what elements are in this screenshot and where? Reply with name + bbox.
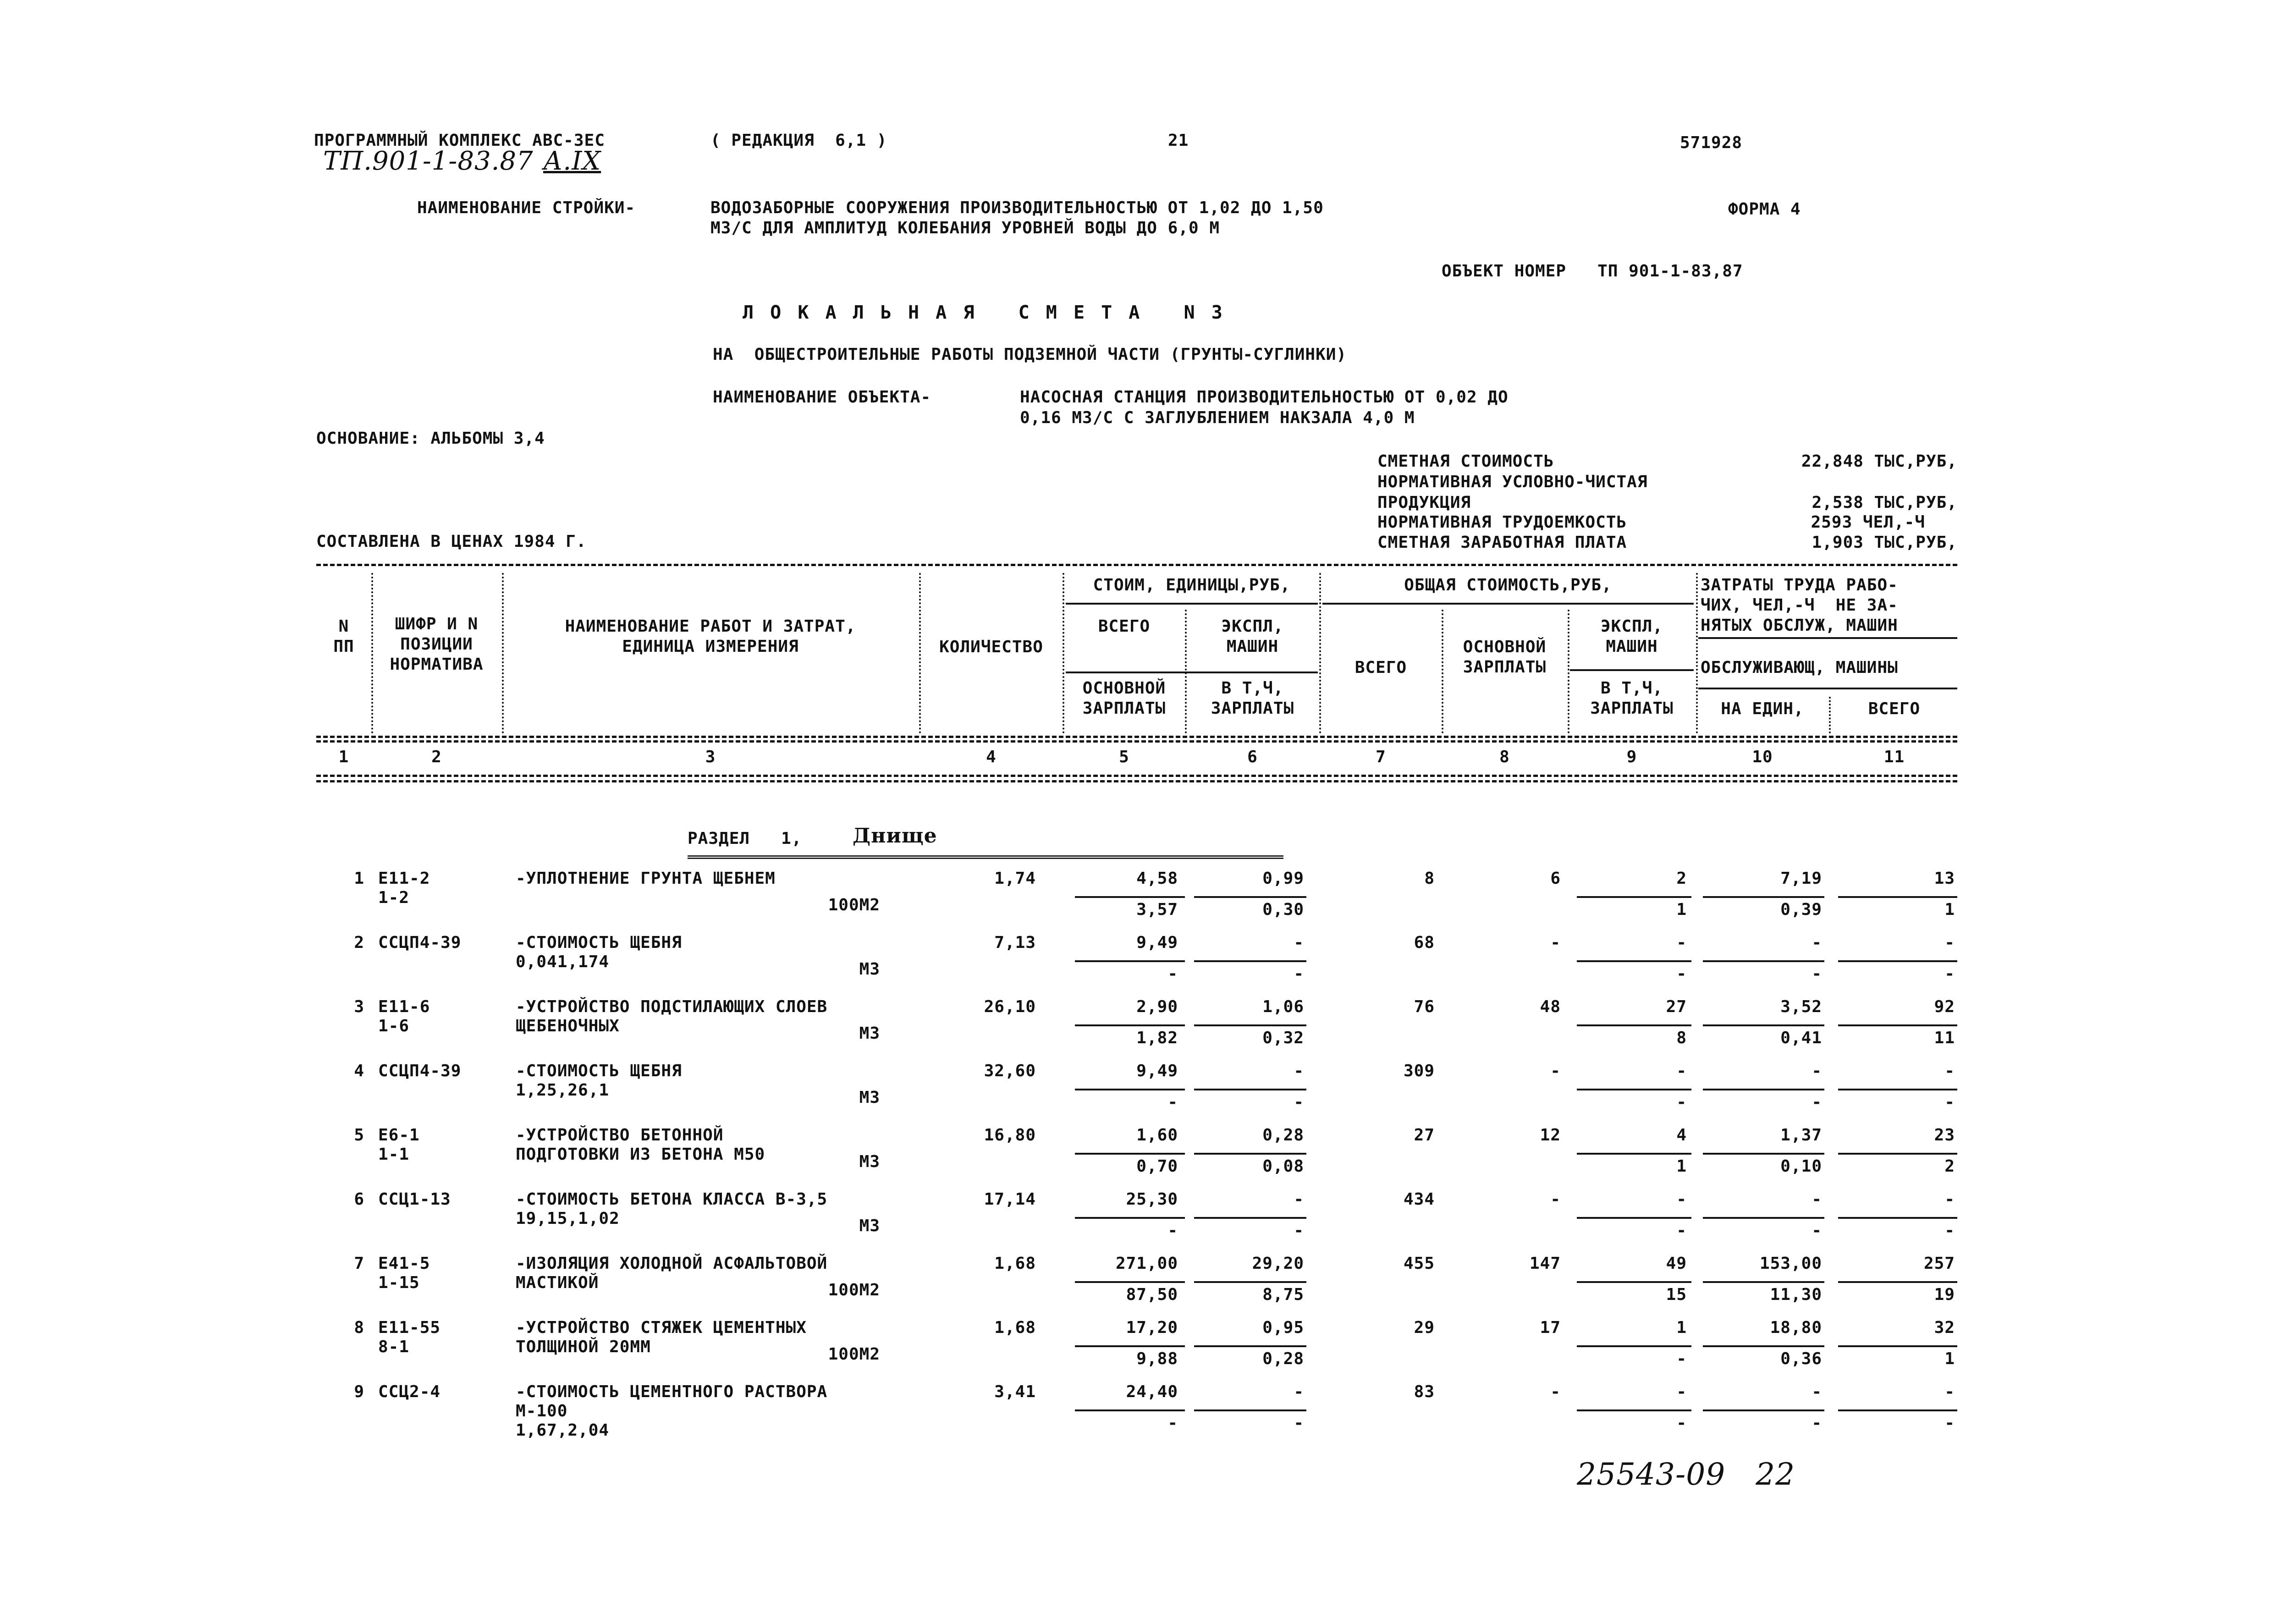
row-code: ССЦП4-39 xyxy=(378,1062,462,1080)
header-rule xyxy=(316,740,1957,743)
header-divider xyxy=(1698,688,1957,689)
row-code: ССЦ1-13 xyxy=(378,1190,451,1209)
row-number: 3 xyxy=(354,997,364,1016)
cell-rule xyxy=(1075,1217,1185,1219)
cell-c9: - xyxy=(1676,1382,1687,1401)
cell-c7: 68 xyxy=(1414,933,1435,952)
cell-c10b: - xyxy=(1811,1221,1822,1240)
row-description: -ИЗОЛЯЦИЯ ХОЛОДНОЙ АСФАЛЬТОВОЙ xyxy=(516,1254,828,1273)
header-divider xyxy=(1322,603,1694,605)
row-description-extra: М-100 xyxy=(516,1402,568,1420)
cell-rule xyxy=(1703,960,1824,962)
header-col-quantity: КОЛИЧЕСТВО xyxy=(939,638,1043,656)
cell-rule xyxy=(1194,1089,1306,1090)
row-description-extra: 1,25,26,1 xyxy=(516,1081,610,1100)
program-name: ПРОГРАММНЫЙ КОМПЛЕКС АВС-3ЕС xyxy=(314,131,605,150)
object-number: ОБЪЕКТ НОМЕР ТП 901-1-83,87 xyxy=(1442,262,1743,281)
row-quantity: 7,13 xyxy=(994,933,1036,952)
column-number: 1 xyxy=(338,748,349,766)
cell-c5b: 3,57 xyxy=(1136,900,1178,919)
header-total-exp: ЭКСПЛ, МАШИН xyxy=(1600,617,1663,656)
construction-label: НАИМЕНОВАНИЕ СТРОЙКИ- xyxy=(417,198,636,217)
cell-c11b: 1 xyxy=(1944,1349,1955,1368)
column-number: 8 xyxy=(1499,748,1510,766)
cell-c6: 0,99 xyxy=(1262,869,1304,888)
cell-c10: 7,19 xyxy=(1780,869,1822,888)
column-number: 11 xyxy=(1883,748,1905,766)
page-number: 21 xyxy=(1168,131,1189,150)
cell-c8: - xyxy=(1550,933,1561,952)
cell-rule xyxy=(1194,1345,1306,1347)
row-description: -УПЛОТНЕНИЕ ГРУНТА ЩЕБНЕМ xyxy=(516,869,776,888)
header-divider xyxy=(1570,669,1694,671)
cell-c9b: - xyxy=(1676,1093,1687,1112)
cell-c9: 1 xyxy=(1676,1318,1687,1337)
row-unit: 100М2 xyxy=(828,896,880,914)
cell-c10: - xyxy=(1811,933,1822,952)
cell-rule xyxy=(1838,1217,1957,1219)
column-divider xyxy=(1696,573,1698,733)
cell-c7: 27 xyxy=(1414,1126,1435,1145)
cell-c9: - xyxy=(1676,1062,1687,1080)
row-description-extra: МАСТИКОЙ xyxy=(516,1273,599,1292)
cell-c10: - xyxy=(1811,1190,1822,1209)
cell-c8: - xyxy=(1550,1062,1561,1080)
column-divider xyxy=(919,573,921,733)
row-number: 1 xyxy=(354,869,364,888)
cell-c6: - xyxy=(1294,1382,1304,1401)
cell-c9b: 8 xyxy=(1676,1029,1687,1047)
cell-c11b: - xyxy=(1944,1414,1955,1432)
header-labor-serv: ОБСЛУЖИВАЮЩ, МАШИНЫ xyxy=(1701,658,1898,677)
cell-c5: 2,90 xyxy=(1136,997,1178,1016)
handwritten-code: ТП.901-1-83.87 xyxy=(323,146,534,176)
cell-c7: 8 xyxy=(1424,869,1435,888)
row-description-extra: 0,041,174 xyxy=(516,952,610,971)
cell-c6b: - xyxy=(1294,1093,1304,1112)
cell-rule xyxy=(1194,1153,1306,1155)
cell-rule xyxy=(1075,1345,1185,1347)
header-labor-total: ВСЕГО xyxy=(1868,699,1921,718)
row-description: -УСТРОЙСТВО ПОДСТИЛАЮЩИХ СЛОЕВ xyxy=(516,997,828,1016)
section-name: Днище xyxy=(853,824,937,848)
cell-c8: 147 xyxy=(1529,1254,1561,1273)
cell-c11: - xyxy=(1944,1190,1955,1209)
cell-rule xyxy=(1075,1281,1185,1283)
cell-rule xyxy=(1194,960,1306,962)
cell-c11b: - xyxy=(1944,1093,1955,1112)
cell-rule xyxy=(1703,1409,1824,1411)
handwritten-footer: 25543-09 22 xyxy=(1577,1457,1795,1492)
cell-c5: 25,30 xyxy=(1126,1190,1178,1209)
cell-rule xyxy=(1838,896,1957,898)
cell-c9b: 1 xyxy=(1676,900,1687,919)
cell-c5b: 1,82 xyxy=(1136,1029,1178,1047)
column-number: 6 xyxy=(1247,748,1258,766)
cell-c6b: 8,75 xyxy=(1262,1285,1304,1304)
summary-label: НОРМАТИВНАЯ ТРУДОЕМКОСТЬ xyxy=(1377,513,1627,532)
header-col-number: N ПП xyxy=(333,617,354,656)
cell-c8: 6 xyxy=(1550,869,1561,888)
basis: ОСНОВАНИЕ: АЛЬБОМЫ 3,4 xyxy=(316,429,545,448)
row-unit: 100М2 xyxy=(828,1281,880,1299)
cell-rule xyxy=(1703,1153,1824,1155)
cell-rule xyxy=(1838,1345,1957,1347)
cell-c11b: 2 xyxy=(1944,1157,1955,1176)
row-unit: М3 xyxy=(859,1217,880,1235)
cell-rule xyxy=(1703,1345,1824,1347)
cell-c5: 1,60 xyxy=(1136,1126,1178,1145)
cell-c7: 309 xyxy=(1403,1062,1435,1080)
summary-value: 22,848 ТЫС,РУБ, xyxy=(1801,452,1957,471)
cell-c9b: 1 xyxy=(1676,1157,1687,1176)
cell-c10b: - xyxy=(1811,964,1822,983)
cell-rule xyxy=(1194,1217,1306,1219)
construction-line1: ВОДОЗАБОРНЫЕ СООРУЖЕНИЯ ПРОИЗВОДИТЕЛЬНОСТЬЮ ОТ 1,02 ДО 1,50 xyxy=(710,198,1324,217)
row-code-position: 1-6 xyxy=(378,1017,410,1035)
header-rule xyxy=(316,775,1957,777)
column-number: 10 xyxy=(1752,748,1773,766)
cell-c11: 257 xyxy=(1923,1254,1955,1273)
cell-rule xyxy=(1075,1409,1185,1411)
cell-rule xyxy=(1703,1217,1824,1219)
row-code: Е41-5 xyxy=(378,1254,430,1273)
cell-c9: - xyxy=(1676,933,1687,952)
cell-rule xyxy=(1577,1089,1691,1090)
cell-c8: - xyxy=(1550,1190,1561,1209)
row-unit: М3 xyxy=(859,1024,880,1043)
header-col-code: ШИФР И N ПОЗИЦИИ НОРМАТИВА xyxy=(390,615,484,674)
cell-c5: 4,58 xyxy=(1136,869,1178,888)
cell-rule xyxy=(1194,1409,1306,1411)
cell-rule xyxy=(1577,1281,1691,1283)
summary-label: СМЕТНАЯ СТОИМОСТЬ xyxy=(1377,452,1554,471)
cell-rule xyxy=(1838,1024,1957,1026)
row-description-extra: ТОЛЩИНОЙ 20ММ xyxy=(516,1338,651,1356)
cell-c5b: - xyxy=(1167,1093,1178,1112)
summary-value: 2593 ЧЕЛ,-Ч xyxy=(1811,513,1925,532)
cell-rule xyxy=(1703,1089,1824,1090)
cell-c10b: 0,39 xyxy=(1780,900,1822,919)
header-total-cost: ОБЩАЯ СТОИМОСТЬ,РУБ, xyxy=(1404,576,1612,595)
column-number: 3 xyxy=(705,748,716,766)
row-number: 5 xyxy=(354,1126,364,1145)
header-total-base: ОСНОВНОЙ ЗАРПЛАТЫ xyxy=(1463,638,1547,677)
cell-rule xyxy=(1703,1024,1824,1026)
cell-rule xyxy=(1577,896,1691,898)
row-quantity: 26,10 xyxy=(984,997,1036,1016)
cell-c5: 24,40 xyxy=(1126,1382,1178,1401)
cell-c10: 18,80 xyxy=(1770,1318,1822,1337)
header-labor-unit: НА ЕДИН, xyxy=(1721,699,1804,718)
cell-c10: 3,52 xyxy=(1780,997,1822,1016)
cell-c5: 9,49 xyxy=(1136,1062,1178,1080)
cell-c11b: - xyxy=(1944,1221,1955,1240)
cell-c6: 0,28 xyxy=(1262,1126,1304,1145)
column-divider xyxy=(1829,697,1831,733)
cell-c10: - xyxy=(1811,1382,1822,1401)
page-subtitle: НА ОБЩЕСТРОИТЕЛЬНЫЕ РАБОТЫ ПОДЗЕМНОЙ ЧАСТИ (ГРУНТЫ-СУГЛИНКИ) xyxy=(713,345,1347,364)
page-title: Л О К А Л Ь Н А Я С М Е Т А N 3 xyxy=(743,302,1225,323)
cell-c8: 12 xyxy=(1540,1126,1561,1145)
cell-c10b: - xyxy=(1811,1093,1822,1112)
cell-c6: - xyxy=(1294,1190,1304,1209)
construction-line2: М3/С ДЛЯ АМПЛИТУД КОЛЕБАНИЯ УРОВНЕЙ ВОДЫ ДО 6,0 М xyxy=(710,219,1220,237)
row-unit: 100М2 xyxy=(828,1345,880,1364)
row-number: 4 xyxy=(354,1062,364,1080)
cell-c11b: - xyxy=(1944,964,1955,983)
header-unit-cost: СТОИМ, ЕДИНИЦЫ,РУБ, xyxy=(1093,576,1291,595)
cell-rule xyxy=(1838,960,1957,962)
cell-rule xyxy=(1194,1024,1306,1026)
header-unit-incl: В Т,Ч, ЗАРПЛАТЫ xyxy=(1211,679,1294,718)
cell-c9b: - xyxy=(1676,1414,1687,1432)
cell-c11b: 11 xyxy=(1934,1029,1955,1047)
cell-rule xyxy=(1838,1409,1957,1411)
summary-label: СМЕТНАЯ ЗАРАБОТНАЯ ПЛАТА xyxy=(1377,533,1627,552)
cell-c7: 29 xyxy=(1414,1318,1435,1337)
cell-c9: 4 xyxy=(1676,1126,1687,1145)
cell-c6: - xyxy=(1294,1062,1304,1080)
cell-c9: 27 xyxy=(1666,997,1687,1016)
column-number: 9 xyxy=(1626,748,1637,766)
column-divider xyxy=(1319,573,1321,733)
cell-rule xyxy=(1838,1153,1957,1155)
section-underline xyxy=(688,855,1283,859)
row-number: 6 xyxy=(354,1190,364,1209)
cell-c6b: - xyxy=(1294,1221,1304,1240)
cell-c7: 434 xyxy=(1403,1190,1435,1209)
row-unit: М3 xyxy=(859,1088,880,1107)
cell-rule xyxy=(1194,896,1306,898)
header-unit-base: ОСНОВНОЙ ЗАРПЛАТЫ xyxy=(1082,679,1166,718)
summary-label: НОРМАТИВНАЯ УСЛОВНО-ЧИСТАЯ xyxy=(1377,473,1648,491)
cell-rule xyxy=(1838,1089,1957,1090)
header-total-incl: В Т,Ч, ЗАРПЛАТЫ xyxy=(1590,679,1674,718)
cell-rule xyxy=(1577,1345,1691,1347)
row-description: -СТОИМОСТЬ ЩЕБНЯ xyxy=(516,933,682,952)
cell-c11: - xyxy=(1944,1062,1955,1080)
cell-c5b: - xyxy=(1167,1414,1178,1432)
cell-c5: 271,00 xyxy=(1115,1254,1178,1273)
row-code: Е11-6 xyxy=(378,997,430,1016)
header-rule xyxy=(316,736,1957,738)
header-divider xyxy=(1066,603,1318,605)
row-description-extra: 1,67,2,04 xyxy=(516,1421,610,1440)
object-line1: НАСОСНАЯ СТАНЦИЯ ПРОИЗВОДИТЕЛЬНОСТЬЮ ОТ 0,02 ДО xyxy=(1020,388,1509,407)
cell-rule xyxy=(1075,960,1185,962)
cell-c5b: - xyxy=(1167,1221,1178,1240)
cell-c11: - xyxy=(1944,933,1955,952)
cell-c10b: 11,30 xyxy=(1770,1285,1822,1304)
cell-c10: 1,37 xyxy=(1780,1126,1822,1145)
row-description-extra: ПОДГОТОВКИ ИЗ БЕТОНА М50 xyxy=(516,1145,765,1164)
cell-c11b: 19 xyxy=(1934,1285,1955,1304)
column-number: 7 xyxy=(1376,748,1386,766)
cell-c6b: - xyxy=(1294,1414,1304,1432)
cell-rule xyxy=(1577,1024,1691,1026)
header-unit-exp: ЭКСПЛ, МАШИН xyxy=(1221,617,1284,656)
row-unit: М3 xyxy=(859,1152,880,1171)
cell-c8: - xyxy=(1550,1382,1561,1401)
cell-rule xyxy=(1075,896,1185,898)
cell-rule xyxy=(1703,1281,1824,1283)
cell-c9b: - xyxy=(1676,964,1687,983)
cell-c10b: 0,36 xyxy=(1780,1349,1822,1368)
cell-c5b: - xyxy=(1167,964,1178,983)
document-number: 571928 xyxy=(1680,133,1743,152)
handwritten-album: А.IX xyxy=(543,146,601,176)
row-number: 8 xyxy=(354,1318,364,1337)
cell-c6: 29,20 xyxy=(1252,1254,1304,1273)
cell-c10b: - xyxy=(1811,1414,1822,1432)
cell-c5b: 87,50 xyxy=(1126,1285,1178,1304)
row-number: 7 xyxy=(354,1254,364,1273)
row-description: -УСТРОЙСТВО БЕТОННОЙ xyxy=(516,1126,724,1145)
summary-label: ПРОДУКЦИЯ xyxy=(1377,493,1471,512)
cell-c7: 83 xyxy=(1414,1382,1435,1401)
cell-c6: 0,95 xyxy=(1262,1318,1304,1337)
row-description: -УСТРОЙСТВО СТЯЖЕК ЦЕМЕНТНЫХ xyxy=(516,1318,807,1337)
row-code-position: 1-1 xyxy=(378,1145,410,1164)
cell-c11: - xyxy=(1944,1382,1955,1401)
row-code: Е11-2 xyxy=(378,869,430,888)
column-divider xyxy=(502,573,504,733)
cell-c9b: - xyxy=(1676,1221,1687,1240)
row-quantity: 1,74 xyxy=(994,869,1036,888)
cell-c6: 1,06 xyxy=(1262,997,1304,1016)
cell-rule xyxy=(1703,896,1824,898)
row-code: Е6-1 xyxy=(378,1126,420,1145)
cell-c6: - xyxy=(1294,933,1304,952)
cell-c9: - xyxy=(1676,1190,1687,1209)
column-divider xyxy=(1568,610,1569,733)
edition: ( РЕДАКЦИЯ 6,1 ) xyxy=(710,131,887,150)
cell-rule xyxy=(1577,1217,1691,1219)
cell-c7: 455 xyxy=(1403,1254,1435,1273)
column-divider xyxy=(371,573,373,733)
cell-c9b: 15 xyxy=(1666,1285,1687,1304)
cell-c10: - xyxy=(1811,1062,1822,1080)
cell-rule xyxy=(1075,1024,1185,1026)
header-unit-total: ВСЕГО xyxy=(1098,617,1151,636)
row-code-position: 1-15 xyxy=(378,1273,420,1292)
row-code: ССЦП4-39 xyxy=(378,933,462,952)
table-top-rule xyxy=(316,564,1957,566)
cell-rule xyxy=(1194,1281,1306,1283)
cell-c10b: 0,10 xyxy=(1780,1157,1822,1176)
cell-c5b: 9,88 xyxy=(1136,1349,1178,1368)
column-number: 2 xyxy=(431,748,442,766)
header-total-all: ВСЕГО xyxy=(1354,658,1407,677)
cell-c10: 153,00 xyxy=(1759,1254,1822,1273)
row-quantity: 17,14 xyxy=(984,1190,1036,1209)
cell-c6b: 0,08 xyxy=(1262,1157,1304,1176)
cell-rule xyxy=(1075,1153,1185,1155)
summary-value: 2,538 ТЫС,РУБ, xyxy=(1811,493,1957,512)
row-quantity: 16,80 xyxy=(984,1126,1036,1145)
cell-c11: 13 xyxy=(1934,869,1955,888)
section-label: РАЗДЕЛ 1, xyxy=(688,829,802,848)
row-code: ССЦ2-4 xyxy=(378,1382,441,1401)
object-label: НАИМЕНОВАНИЕ ОБЪЕКТА- xyxy=(713,388,931,407)
cell-c9: 49 xyxy=(1666,1254,1687,1273)
row-quantity: 1,68 xyxy=(994,1254,1036,1273)
row-number: 9 xyxy=(354,1382,364,1401)
header-col-name: НАИМЕНОВАНИЕ РАБОТ И ЗАТРАТ, ЕДИНИЦА ИЗМЕРЕНИЯ xyxy=(565,617,856,656)
column-divider xyxy=(1063,573,1064,733)
cell-c7: 76 xyxy=(1414,997,1435,1016)
summary-value: 1,903 ТЫС,РУБ, xyxy=(1811,533,1957,552)
row-code-position: 8-1 xyxy=(378,1338,410,1356)
form-number: ФОРМА 4 xyxy=(1728,200,1801,219)
row-number: 2 xyxy=(354,933,364,952)
cell-c5b: 0,70 xyxy=(1136,1157,1178,1176)
cell-c11: 92 xyxy=(1934,997,1955,1016)
cell-rule xyxy=(1577,960,1691,962)
row-description-extra: 19,15,1,02 xyxy=(516,1209,620,1228)
cell-c5: 17,20 xyxy=(1126,1318,1178,1337)
cell-c6b: 0,30 xyxy=(1262,900,1304,919)
row-description: -СТОИМОСТЬ БЕТОНА КЛАССА В-3,5 xyxy=(516,1190,828,1209)
row-description-extra: ЩЕБЕНОЧНЫХ xyxy=(516,1017,620,1035)
row-code-position: 1-2 xyxy=(378,888,410,907)
cell-c6b: 0,32 xyxy=(1262,1029,1304,1047)
cell-c9b: - xyxy=(1676,1349,1687,1368)
header-rule xyxy=(316,780,1957,782)
cell-c11: 23 xyxy=(1934,1126,1955,1145)
row-unit: М3 xyxy=(859,960,880,979)
cell-rule xyxy=(1838,1281,1957,1283)
cell-c10b: 0,41 xyxy=(1780,1029,1822,1047)
cell-rule xyxy=(1577,1409,1691,1411)
column-number: 5 xyxy=(1119,748,1129,766)
cell-c8: 17 xyxy=(1540,1318,1561,1337)
row-code: Е11-55 xyxy=(378,1318,441,1337)
header-divider xyxy=(1698,637,1957,639)
column-divider xyxy=(1442,610,1443,733)
price-level: СОСТАВЛЕНА В ЦЕНАХ 1984 Г. xyxy=(316,532,587,551)
cell-rule xyxy=(1577,1153,1691,1155)
cell-c8: 48 xyxy=(1540,997,1561,1016)
object-line2: 0,16 М3/С С ЗАГЛУБЛЕНИЕМ НАКЗАЛА 4,0 М xyxy=(1020,408,1415,427)
cell-c9: 2 xyxy=(1676,869,1687,888)
cell-c11: 32 xyxy=(1934,1318,1955,1337)
column-number: 4 xyxy=(986,748,997,766)
row-quantity: 32,60 xyxy=(984,1062,1036,1080)
cell-rule xyxy=(1075,1089,1185,1090)
cell-c11b: 1 xyxy=(1944,900,1955,919)
row-quantity: 1,68 xyxy=(994,1318,1036,1337)
header-labor: ЗАТРАТЫ ТРУДА РАБО- ЧИХ, ЧЕЛ,-Ч НЕ ЗА- НЯТЫХ ОБСЛУЖ, МАШИН xyxy=(1701,576,1898,635)
cell-c5: 9,49 xyxy=(1136,933,1178,952)
row-quantity: 3,41 xyxy=(994,1382,1036,1401)
cell-c6b: 0,28 xyxy=(1262,1349,1304,1368)
cell-c6b: - xyxy=(1294,964,1304,983)
row-description: -СТОИМОСТЬ ЩЕБНЯ xyxy=(516,1062,682,1080)
header-divider xyxy=(1066,672,1318,673)
row-description: -СТОИМОСТЬ ЦЕМЕНТНОГО РАСТВОРА xyxy=(516,1382,828,1401)
